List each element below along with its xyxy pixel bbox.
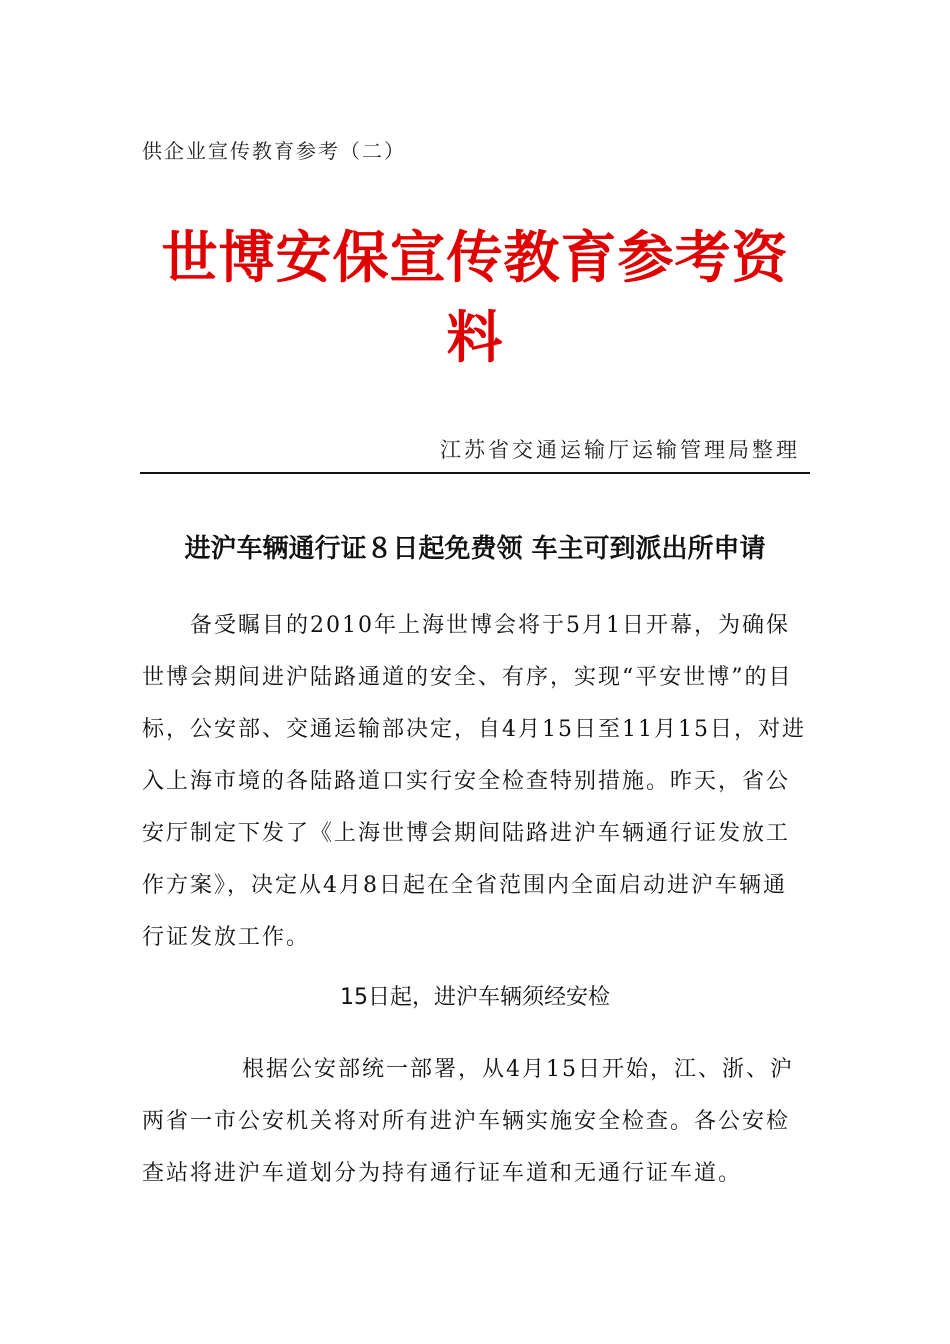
article-subheading: 15日起，进沪车辆须经安检: [340, 985, 610, 1010]
article-paragraph-1: 备受瞩目的2010年上海世博会将于5月1日开幕，为确保世博会期间进沪陆路通道的安全、有序，实现“平安世博”的目标，公安部、交通运输部决定，自4月15日至11月15日，对进入上海市境的各陆路道口实行安全检查特别措施。昨天，省公安厅制定下发了《上海世博会期间陆路进沪车辆通行证发放工作方案》，决定从4月8日起在全省范围内全面启动进沪车辆通行证发放工作。: [142, 613, 806, 950]
article-title: 进沪车辆通行证８日起免费领 车主可到派出所申请: [184, 534, 766, 564]
document-title: 世博安保宣传教育参考资料: [161, 225, 789, 371]
publisher-line: 江苏省交通运输厅运输管理局整理: [440, 438, 800, 462]
series-label: 供企业宣传教育参考（二）: [142, 139, 406, 163]
header-divider: [140, 472, 810, 474]
article-paragraph-2: 根据公安部统一部署，从4月15日开始，江、浙、沪两省一市公安机关将对所有进沪车辆实施安全检查。各公安检查站将进沪车道划分为持有通行证车道和无通行证车道。: [142, 1057, 794, 1186]
